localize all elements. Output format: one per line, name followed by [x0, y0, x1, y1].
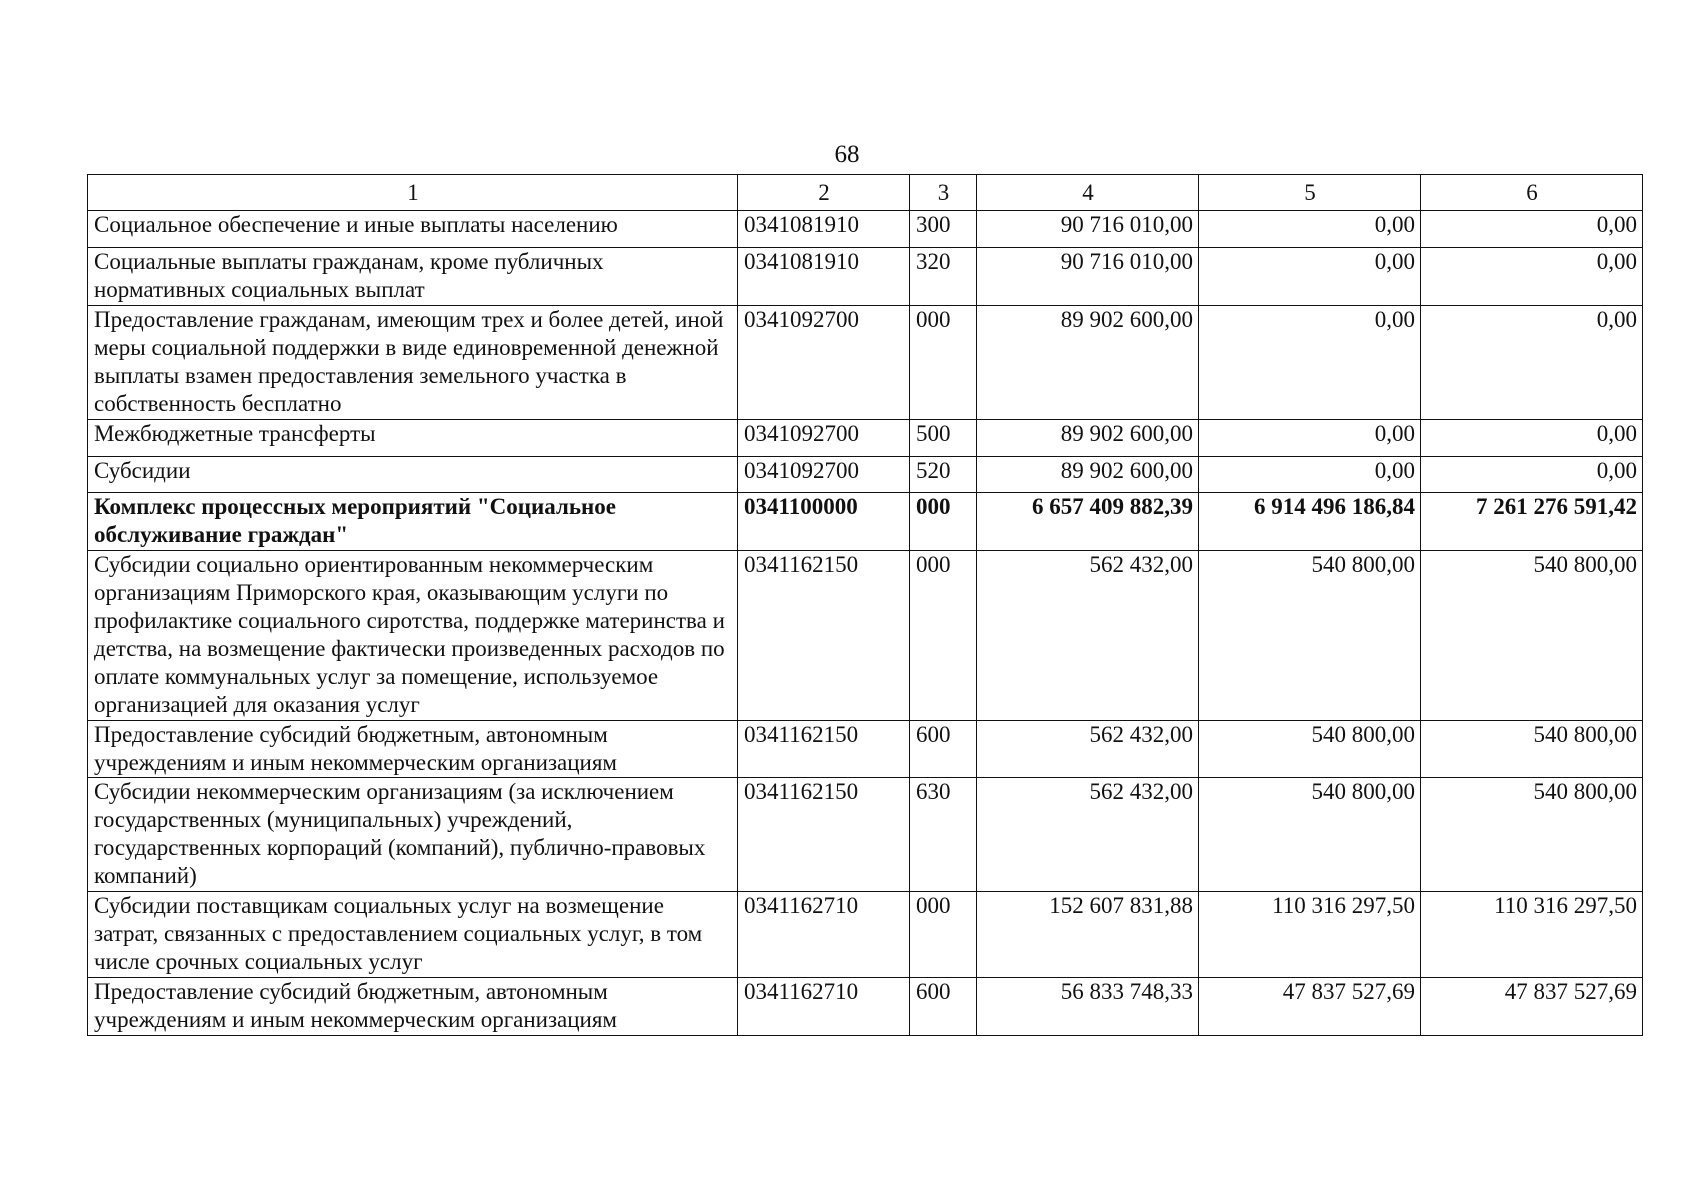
amount-col-5: 47 837 527,69: [1199, 978, 1421, 1036]
item-name: Межбюджетные трансферты: [88, 420, 738, 457]
target-article-code: 0341100000: [738, 493, 910, 551]
table-row: [88, 721, 1643, 778]
amount-col-4: 89 902 600,00: [977, 457, 1199, 493]
amount-col-5: 110 316 297,50: [1199, 892, 1421, 978]
amount-col-6: 7 261 276 591,42: [1421, 493, 1643, 551]
expense-type-code: 000: [910, 551, 977, 721]
amount-col-4: 90 716 010,00: [977, 248, 1199, 306]
amount-col-6: 0,00: [1421, 211, 1643, 248]
amount-col-4: 562 432,00: [977, 721, 1199, 778]
item-name: Предоставление гражданам, имеющим трех и более детей, иной меры социальной поддержки в виде единовременной денежной выплаты взамен предоставления земельного участка в собственность бесплатно: [88, 306, 738, 420]
item-name: Социальные выплаты гражданам, кроме публичных нормативных социальных выплат: [88, 248, 738, 306]
table-row: [88, 306, 1643, 420]
item-name: Комплекс процессных мероприятий "Социальное обслуживание граждан": [88, 493, 738, 551]
item-name: Субсидии поставщикам социальных услуг на возмещение затрат, связанных с предоставлением социальных услуг, в том числе срочных социальных услуг: [88, 892, 738, 978]
expense-type-code: 000: [910, 306, 977, 420]
amount-col-6: 0,00: [1421, 306, 1643, 420]
amount-col-4: 152 607 831,88: [977, 892, 1199, 978]
item-name: Предоставление субсидий бюджетным, автономным учреждениям и иным некоммерческим организациям: [88, 978, 738, 1036]
table-row-section: [88, 493, 1643, 551]
target-article-code: 0341162150: [738, 551, 910, 721]
expense-type-code: 500: [910, 420, 977, 457]
page-number: 68: [834, 141, 860, 168]
table-row: [88, 892, 1643, 978]
amount-col-6: 47 837 527,69: [1421, 978, 1643, 1036]
amount-col-4: 56 833 748,33: [977, 978, 1199, 1036]
amount-col-4: 90 716 010,00: [977, 211, 1199, 248]
amount-col-4: 562 432,00: [977, 778, 1199, 892]
amount-col-6: 0,00: [1421, 420, 1643, 457]
table-row: [88, 211, 1643, 248]
table-row: [88, 978, 1643, 1036]
table-row: [88, 551, 1643, 721]
expense-type-code: 600: [910, 721, 977, 778]
header-row: [88, 175, 1643, 211]
target-article-code: 0341162150: [738, 721, 910, 778]
target-article-code: 0341162150: [738, 778, 910, 892]
column-header-5: 5: [1199, 175, 1421, 211]
item-name: Субсидии некоммерческим организациям (за исключением государственных (муниципальных) учреждений, государственных корпораций (компаний), публично-правовых компаний): [88, 778, 738, 892]
amount-col-5: 540 800,00: [1199, 721, 1421, 778]
amount-col-4: 89 902 600,00: [977, 420, 1199, 457]
column-header-4: 4: [977, 175, 1199, 211]
amount-col-4: 89 902 600,00: [977, 306, 1199, 420]
column-header-2: 2: [738, 175, 910, 211]
table-row: [88, 420, 1643, 457]
item-name: Субсидии социально ориентированным некоммерческим организациям Приморского края, оказывающим услуги по профилактике социального сиротства, поддержке материнства и детства, на возмещение фактически произведенных расходов по оплате коммунальных услуг за помещение, используемое организацией для оказания услуг: [88, 551, 738, 721]
amount-col-6: 110 316 297,50: [1421, 892, 1643, 978]
expense-type-code: 600: [910, 978, 977, 1036]
expense-type-code: 000: [910, 892, 977, 978]
amount-col-5: 540 800,00: [1199, 551, 1421, 721]
target-article-code: 0341162710: [738, 978, 910, 1036]
amount-col-5: 0,00: [1199, 306, 1421, 420]
expense-type-code: 300: [910, 211, 977, 248]
item-name: Социальное обеспечение и иные выплаты населению: [88, 211, 738, 248]
target-article-code: 0341092700: [738, 306, 910, 420]
amount-col-5: 0,00: [1199, 211, 1421, 248]
amount-col-6: 540 800,00: [1421, 721, 1643, 778]
amount-col-5: 0,00: [1199, 248, 1421, 306]
column-header-6: 6: [1421, 175, 1643, 211]
expense-type-code: 630: [910, 778, 977, 892]
expense-type-code: 520: [910, 457, 977, 493]
target-article-code: 0341081910: [738, 248, 910, 306]
target-article-code: 0341092700: [738, 457, 910, 493]
amount-col-4: 6 657 409 882,39: [977, 493, 1199, 551]
target-article-code: 0341081910: [738, 211, 910, 248]
table-row: [88, 778, 1643, 892]
amount-col-4: 562 432,00: [977, 551, 1199, 721]
amount-col-6: 0,00: [1421, 457, 1643, 493]
amount-col-5: 0,00: [1199, 420, 1421, 457]
table-row: [88, 248, 1643, 306]
item-name: Субсидии: [88, 457, 738, 493]
target-article-code: 0341162710: [738, 892, 910, 978]
column-header-3: 3: [910, 175, 977, 211]
expense-type-code: 000: [910, 493, 977, 551]
column-header-1: 1: [88, 175, 738, 211]
table-row: [88, 457, 1643, 493]
budget-table: [87, 174, 1643, 1036]
item-name: Предоставление субсидий бюджетным, автономным учреждениям и иным некоммерческим организациям: [88, 721, 738, 778]
amount-col-5: 0,00: [1199, 457, 1421, 493]
amount-col-5: 6 914 496 186,84: [1199, 493, 1421, 551]
expense-type-code: 320: [910, 248, 977, 306]
amount-col-6: 540 800,00: [1421, 551, 1643, 721]
amount-col-6: 540 800,00: [1421, 778, 1643, 892]
amount-col-5: 540 800,00: [1199, 778, 1421, 892]
target-article-code: 0341092700: [738, 420, 910, 457]
amount-col-6: 0,00: [1421, 248, 1643, 306]
